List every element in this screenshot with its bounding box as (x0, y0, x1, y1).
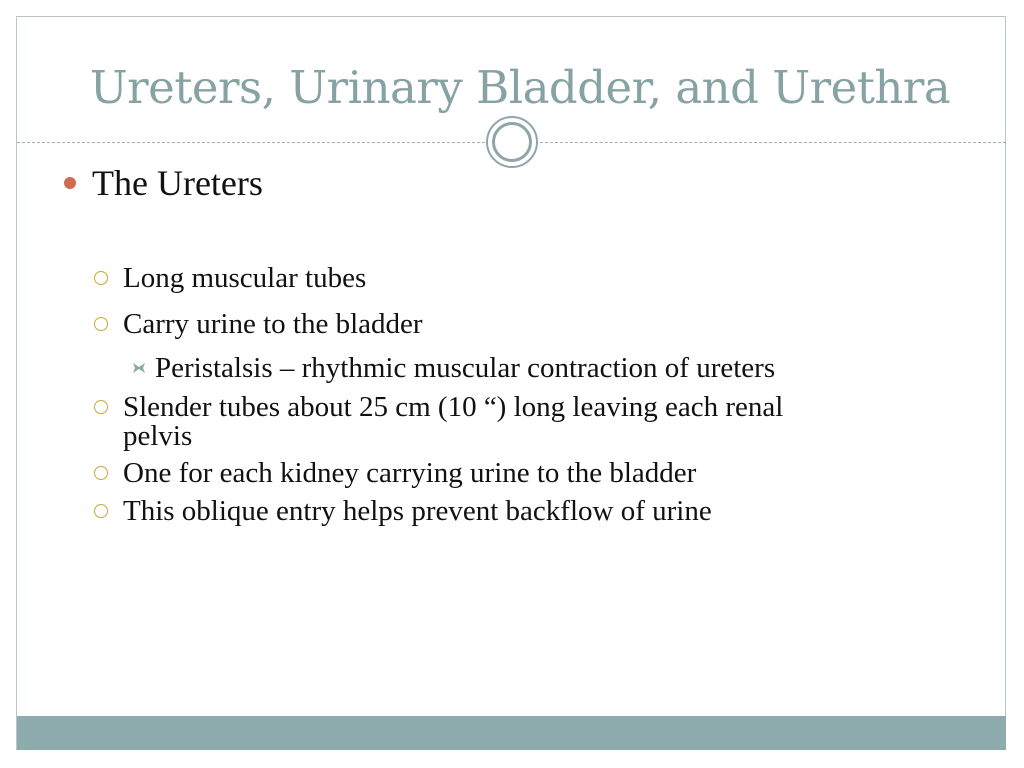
dot-bullet-icon (64, 177, 76, 189)
list-item: Long muscular tubes (123, 262, 367, 294)
list-item: Slender tubes about 25 cm (10 “) long leaving each renal (123, 391, 784, 423)
heading-the-ureters: The Ureters (92, 163, 263, 203)
ring-ornament-icon (486, 116, 538, 168)
footer-bar (17, 716, 1006, 750)
circle-outline-icon (94, 317, 108, 331)
slide-title: Ureters, Urinary Bladder, and Urethra (89, 61, 951, 114)
list-item-sub: Peristalsis – rhythmic muscular contraction of ureters (155, 352, 776, 384)
list-item: Carry urine to the bladder (123, 308, 423, 340)
circle-outline-icon (94, 504, 108, 518)
circle-outline-icon (94, 400, 108, 414)
bowtie-icon (132, 361, 146, 375)
circle-outline-icon (94, 271, 108, 285)
list-item-continuation: pelvis (123, 420, 193, 452)
circle-outline-icon (94, 466, 108, 480)
list-item: One for each kidney carrying urine to the bladder (123, 457, 697, 489)
title-divider-right (540, 142, 1006, 143)
title-divider-left (17, 142, 485, 143)
list-item: This oblique entry helps prevent backflow of urine (123, 495, 712, 527)
